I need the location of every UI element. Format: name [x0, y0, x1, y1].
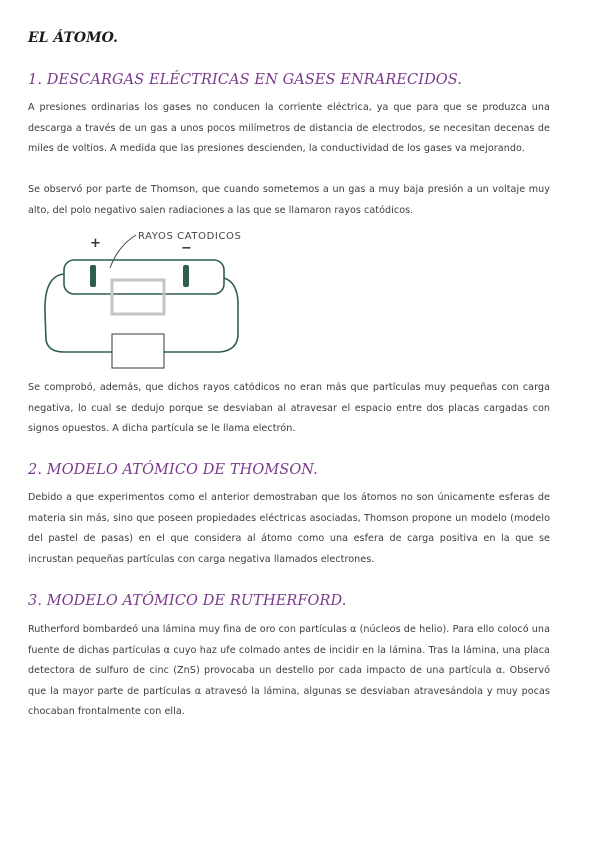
deflection-plates [112, 280, 164, 314]
cathode-ray-tube-diagram [40, 222, 270, 378]
minus-sign: − [181, 241, 192, 256]
positive-electrode [183, 265, 189, 287]
power-source-box [112, 334, 164, 368]
section-heading-rutherford: 3. MODELO ATÓMICO DE RUTHERFORD. [28, 593, 347, 609]
paragraph-presiones: A presiones ordinarias los gases no conducen la corriente eléctrica, ya que para que se produzca una descarga a través de un gas a unos pocos milímetros de distancia de electrodos, se necesitan decenas de miles de voltios. A medida que las presiones descienden, la conductividad de los gases va mejorando. [28, 102, 550, 154]
paragraph-modelo-thomson: Debido a que experimentos como el anterior demostraban que los átomos no son únicamente esferas de materia sin más, sino que poseen propiedades eléctricas asociadas, Thomson propone un modelo (modelo del pastel de pasas) en el que considera al átomo como una esfera de carga positiva en la que se incrustan pequeñas partículas con carga negativa llamados electrones. [28, 492, 550, 565]
section-heading-descargas: 1. DESCARGAS ELÉCTRICAS EN GASES ENRARECIDOS. [28, 72, 463, 88]
plus-sign: + [90, 236, 101, 251]
discharge-tube [64, 260, 224, 294]
document-title: EL ÁTOMO. [28, 30, 118, 46]
paragraph-thomson-rayos: Se observó por parte de Thomson, que cuando sometemos a un gas a muy baja presión a un voltaje muy alto, del polo negativo salen radiaciones a las que se llamaron rayos catódicos. [28, 184, 550, 216]
negative-electrode [90, 265, 96, 287]
paragraph-electron: Se comprobó, además, que dichos rayos catódicos no eran más que partículas muy pequeñas con carga negativa, lo cual se dedujo porque se desviaban al atravesar el espacio entre dos placas cargadas con signos opuestos. A dicha partícula se le llama electrón. [28, 382, 550, 434]
paragraph-rutherford: Rutherford bombardeó una lámina muy fina de oro con partículas α (núcleos de helio). Para ello colocó una fuente de dichas partículas α cuyo haz ufe colmado antes de incidir en la lámina. Tras la lámina, una placa detectora de sulfuro de cinc (ZnS) provocaba un destello por cada impacto de una partícula α. Observó que la mayor parte de partículas α atravesó la lámina, algunas se desviaban atravesándola y muy pocas chocaban frontalmente con ella. [28, 624, 550, 717]
diagram-label-rayos-catodicos: RAYOS CATODICOS [138, 231, 242, 242]
section-heading-thomson: 2. MODELO ATÓMICO DE THOMSON. [28, 462, 318, 478]
label-pointer-line [110, 235, 136, 268]
